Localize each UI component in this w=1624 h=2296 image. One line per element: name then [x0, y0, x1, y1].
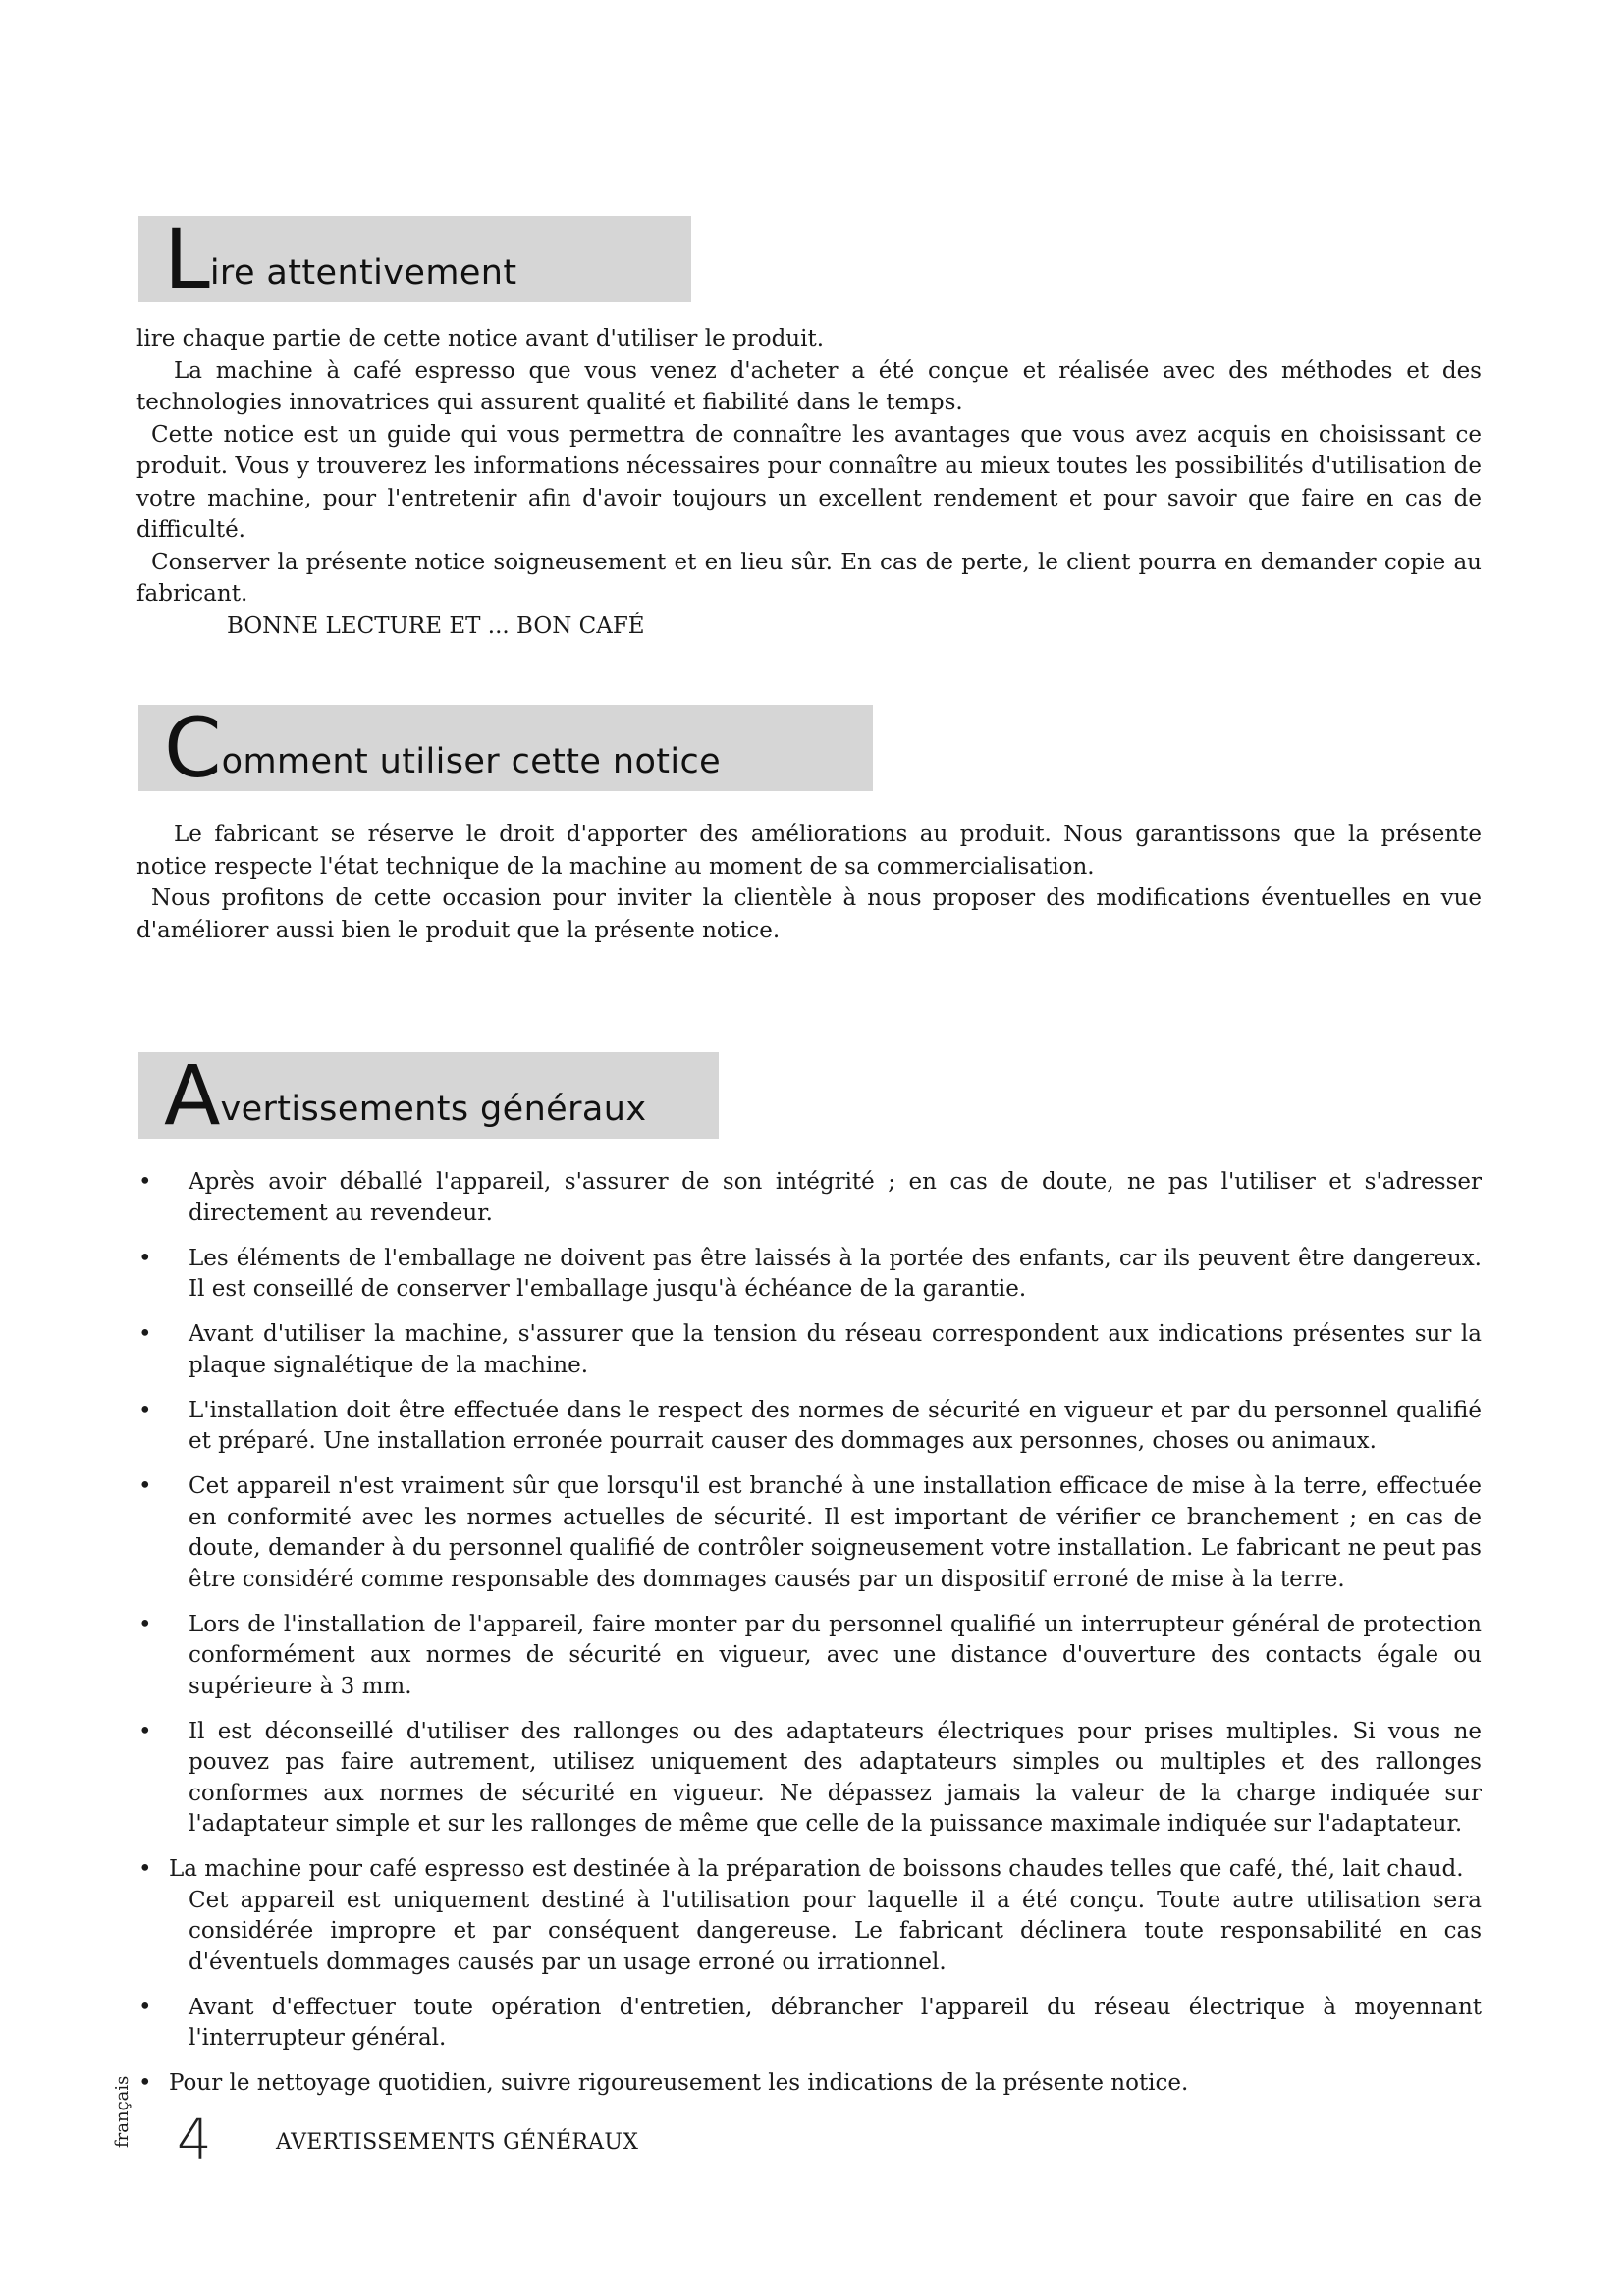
list-item [136, 1167, 1482, 1229]
bullet: • [138, 1718, 152, 1744]
bullet: • [138, 1169, 152, 1195]
list-item [136, 1396, 1482, 1458]
heading-text: vertissements généraux [220, 1090, 647, 1129]
list-item-text: Pour le nettoyage quotidien, suivre rigoureusement les indications de la présente notice. [169, 2070, 1189, 2096]
heading-initial: C [164, 700, 222, 797]
heading-avertissements-generaux [138, 1047, 719, 1145]
list-item-text: La machine pour café espresso est destinée à la préparation de boissons chaudes telles que café, thé, lait chaud. [169, 1856, 1464, 1882]
bullet: • [138, 1473, 152, 1499]
list-item [136, 1471, 1482, 1595]
footer-title: AVERTISSEMENTS GÉNÉRAUX [276, 2130, 639, 2155]
page-number: 4 [177, 2109, 212, 2172]
list-item-text: Cet appareil n'est vraiment sûr que lorsqu'il est branché à une installation efficace de mise à la terre, effectuée en conformité avec les normes actuelles de sécurité. Il est important de vérifier ce branchement ; en cas de doute, demander à du personnel qualifié de contrôler soigneusement votre installation. Le fabricant ne peut pas être considéré comme responsable des dommages causés par un dispositif erroné de mise à la terre. [189, 1473, 1482, 1592]
list-item [136, 1244, 1482, 1306]
list-item-text: Lors de l'installation de l'appareil, faire monter par du personnel qualifié un interrupteur général de protection conformément aux normes de sécurité en vigueur, avec une distance d'ouverture des contacts égale ou supérieure à 3 mm. [189, 1611, 1482, 1699]
list-item-text: Cet appareil est uniquement destiné à l'utilisation pour laquelle il a été conçu. Toute autre utilisation sera considérée impropre et par conséquent dangereuse. Le fabricant déclinera toute responsabilité en cas d'éventuels dommages causés par un usage erroné ou irrationnel. [189, 1887, 1482, 1975]
list-item-text: Avant d'effectuer toute opération d'entretien, débrancher l'appareil du réseau électrique à moyennant l'interrupteur général. [189, 1994, 1482, 2051]
paragraph: Conserver la présente notice soigneusement et en lieu sûr. En cas de perte, le client pourra en demander copie au fabricant. [136, 549, 1482, 607]
bullet: • [138, 1856, 152, 1882]
list-item [136, 1993, 1482, 2055]
paragraph: Le fabricant se réserve le droit d'apporter des améliorations au produit. Nous garantissons que la présente notice respecte l'état technique de la machine au moment de sa commercialisation. [136, 822, 1482, 880]
heading-initial: A [164, 1047, 221, 1145]
heading-lire-attentivement [138, 211, 691, 308]
closing-line: BONNE LECTURE ET ... BON CAFÉ [227, 613, 645, 639]
list-item-text: Après avoir déballé l'appareil, s'assurer de son intégrité ; en cas de doute, ne pas l'utiliser et s'adresser directement au revendeur. [189, 1169, 1482, 1226]
list-item [136, 1319, 1482, 1381]
bullet: • [138, 1245, 152, 1271]
bullet: • [138, 1994, 152, 2020]
list-item [136, 1610, 1482, 1703]
heading-text: omment utiliser cette notice [221, 742, 722, 781]
heading-comment-utiliser [138, 700, 873, 797]
section-lire-attentivement-body [136, 323, 1482, 642]
paragraph: Nous profitons de cette occasion pour inviter la clientèle à nous proposer des modifications éventuelles en vue d'améliorer aussi bien le produit que la présente notice. [136, 885, 1482, 943]
heading-initial: L [164, 211, 210, 308]
list-item-text: L'installation doit être effectuée dans le respect des normes de sécurité en vigueur et par du personnel qualifié et préparé. Une installation erronée pourrait causer des dommages aux personnes, choses ou animaux. [189, 1397, 1482, 1454]
list-item-text: Avant d'utiliser la machine, s'assurer que la tension du réseau correspondent aux indications présentes sur la plaque signalétique de la machine. [189, 1321, 1482, 1378]
bullet: • [138, 1611, 152, 1637]
list-item-text: Il est déconseillé d'utiliser des rallonges ou des adaptateurs électriques pour prises multiples. Si vous ne pouvez pas faire autrement, utilisez uniquement des adaptateurs simples ou multiples et des rallonges conformes aux normes de sécurité en vigueur. Ne dépassez jamais la valeur de la charge indiquée sur l'adaptateur simple et sur les rallonges de même que celle de la puissance maximale indiquée sur l'adaptateur. [189, 1718, 1482, 1837]
list-item [136, 1854, 1482, 1978]
paragraph: Cette notice est un guide qui vous permettra de connaître les avantages que vous avez acquis en choisissant ce produit. Vous y trouverez les informations nécessaires pour connaître au mieux toutes les possibilités d'utilisation de votre machine, pour l'entretenir afin d'avoir toujours un excellent rendement et pour savoir que faire en cas de difficulté. [136, 421, 1482, 543]
bullet: • [138, 2070, 152, 2096]
paragraph: La machine à café espresso que vous venez d'acheter a été conçue et réalisée avec des méthodes et des technologies innovatrices qui assurent qualité et fiabilité dans le temps. [136, 357, 1482, 415]
bullet: • [138, 1397, 152, 1423]
warnings-list [136, 1167, 1482, 2113]
heading-text: ire attentivement [209, 253, 517, 293]
list-item-text: Les éléments de l'emballage ne doivent pas être laissés à la portée des enfants, car ils peuvent être dangereux. Il est conseillé de conserver l'emballage jusqu'à échéance de la garantie. [189, 1245, 1482, 1302]
section-comment-utiliser-body [136, 819, 1482, 946]
paragraph: lire chaque partie de cette notice avant d'utiliser le produit. [136, 326, 825, 351]
footer-language: français [112, 2075, 133, 2148]
bullet: • [138, 1321, 152, 1347]
list-item [136, 1717, 1482, 1841]
list-item [136, 2068, 1482, 2100]
